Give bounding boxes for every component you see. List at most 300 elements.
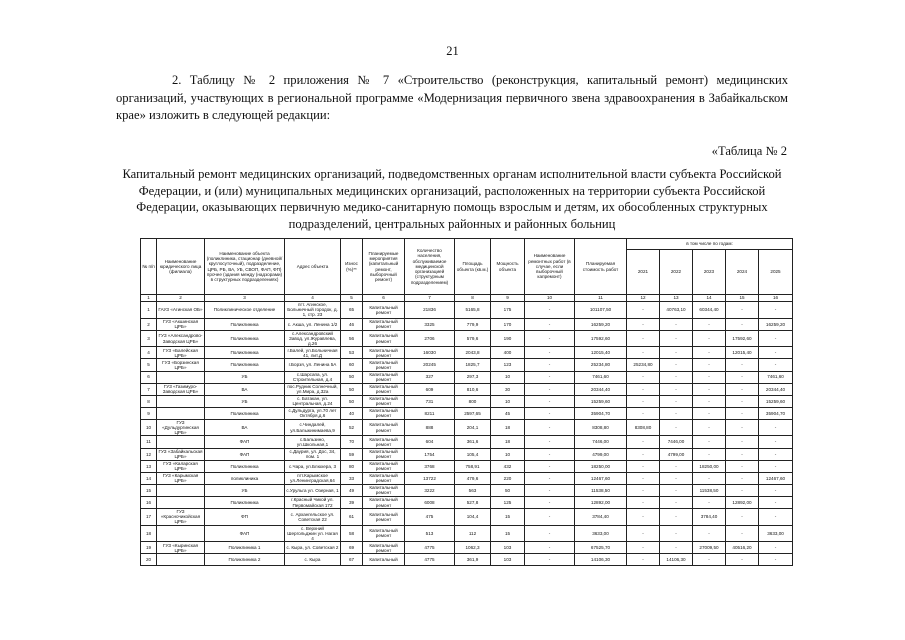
cell-2024: - [726,448,759,460]
cell-org: ГУЗ «Александрово-Заводская ЦРБ» [157,330,205,347]
cell-num: 7 [141,383,157,395]
cell-2023: - [693,330,726,347]
table-label: «Таблица № 2 [711,144,787,158]
table-row [141,407,793,419]
cell-population: 604 [405,436,455,448]
cell-population: 13722 [405,472,455,484]
cell-2023: - [693,383,726,395]
cell-address: с.Урульга ул. Озерная, 1 [285,484,341,496]
cell-capacity: 18 [491,436,525,448]
cell-org: ГУЗ «Забайкальская ЦРБ» [158,448,203,460]
cell-capacity: 400 [491,347,525,359]
cell-work-type: Капитальный ремонт [363,383,405,395]
cell-address: с.Бальзино, ул.Школьная,1 [285,436,341,448]
cell-wear: 70 [341,436,363,448]
cell-num: 2 [141,318,157,330]
cell-org [157,371,205,383]
cell-capacity: 10 [491,395,525,407]
cell-2021: - [627,302,660,319]
cell-2024: 40516,20 [726,542,759,554]
cell-work-type: Капитальный ремонт [363,448,405,460]
cell-2025: - [759,496,793,508]
cell-work-type: Капитальный ремонт [363,542,405,554]
cell-repair-name: - [525,302,575,319]
cell-2025: - [759,509,793,526]
cell-num: 14 [141,472,157,484]
cell-repair-name: - [525,371,575,383]
cell-cost: 4799,00 [575,448,627,460]
cell-2022: - [660,542,693,554]
cell-cost: 20344,40 [575,383,627,395]
cell-2023: 60344,40 [693,302,726,319]
cell-2023: 18250,00 [693,460,726,472]
cell-area: 361,6 [455,436,491,448]
header-year: 2025 [759,250,793,295]
cell-capacity: 18 [491,419,525,436]
cell-2021: 25234,80 [627,359,660,371]
cell-2023: - [693,407,726,419]
cell-area: 563 [455,484,491,496]
cell-num: 8 [141,395,157,407]
cell-2024: - [726,554,759,566]
cell-object: ВА [205,419,285,436]
cell-2025: - [759,302,793,319]
column-number: 7 [405,295,455,302]
header-address: Адрес объекта [285,239,341,295]
cell-repair-name: - [525,496,575,508]
cell-object: Поликлиника 2 [205,554,285,566]
cell-2024: - [726,371,759,383]
cell-2022: - [660,330,693,347]
cell-2024: - [726,484,759,496]
cell-object: Поликлиника 1 [205,542,285,554]
header-work-type: Планируемые мероприятия (капитальный ремонт, выборочный ремонт) [363,239,405,295]
cell-wear: 53 [341,347,363,359]
cell-population: 2706 [405,330,455,347]
table-row [141,472,793,484]
cell-population: 1754 [405,448,455,460]
cell-address: пгт.Карымское ул.Ленинградская,64 [285,472,341,484]
cell-2025: 7461,60 [759,371,793,383]
cell-2021: - [627,347,660,359]
intro-paragraph: 2. Таблицу № 2 приложения № 7 «Строительство (реконструкция, капитальный ремонт) медицинских организаций, участвующих в региональной программе «Модернизация первичного звена здравоохранения в Забайкальском крае» изложить в следующей редакции: [116,73,788,122]
cell-capacity: 103 [491,554,525,566]
page-number: 21 [446,44,459,58]
cell-wear: 50 [341,395,363,407]
cell-repair-name: - [525,395,575,407]
cell-address: с. Кыра, ул. Советская 2 [285,542,341,554]
cell-2021: - [627,484,660,496]
cell-population: 3768 [405,460,455,472]
cell-work-type: Капитальный ремонт [363,484,405,496]
cell-area: 479,6 [455,472,491,484]
cell-2022: - [660,359,693,371]
cell-num: 4 [141,347,157,359]
cell-org: ГУЗ «Газимуро-Заводская ЦРБ» [157,383,205,395]
cell-2025: - [759,330,793,347]
cell-num: 12 [141,448,157,460]
cell-area: 105,4 [455,448,491,460]
cell-2024: - [726,407,759,419]
cell-2022: - [660,347,693,359]
cell-repair-name: - [525,330,575,347]
cell-2023: - [693,554,726,566]
cell-address: с.Дульдурга, ул.70 лет Октября,д.6 [285,407,341,419]
cell-2021: - [627,330,660,347]
header-wear: Износ (%)** [341,239,363,295]
cell-capacity: 15 [491,525,525,542]
cell-wear: 69 [341,542,363,554]
cell-2022: - [660,496,693,508]
cell-cost: 35904,70 [575,407,627,419]
cell-work-type: Капитальный [363,554,405,566]
cell-address: г.Красный Чикой ул. Первомайская 172 [285,496,341,508]
cell-2021: - [627,460,660,472]
cell-2023: - [693,318,726,330]
cell-address: с.Чара, ул.Блюхера, 3 [285,460,341,472]
cell-org [157,436,205,448]
cell-work-type: Капитальный ремонт [363,509,405,526]
cell-2022: - [660,395,693,407]
cell-2024: - [726,509,759,526]
cell-address: с.Александровский Завод, ул.Журавлева, д.26 [285,330,341,347]
table-row [141,371,793,383]
table-body [141,302,793,566]
cell-repair-name: - [525,509,575,526]
table-row [141,448,793,460]
cell-area: 5165,8 [455,302,491,319]
cell-wear: 65 [341,302,363,319]
header-object: Наименование объекта (поликлиника, стационар (дневной/круглосуточный), подразделение, ЦРБ, РБ, ВА, УБ, СВОП, ФАП, ФП) прочее (здания между (надзорами) в структурных подразделениях) [205,239,285,295]
cell-population: 475 [405,509,455,526]
cell-population: 609 [405,383,455,395]
cell-object: УБ [205,395,285,407]
cell-area: 758,91 [455,460,491,472]
cell-2022: - [660,318,693,330]
cell-cost: 3633,00 [575,525,627,542]
cell-2025: 12467,60 [759,472,793,484]
cell-repair-name: - [525,554,575,566]
cell-2022: 14106,30 [660,554,693,566]
cell-repair-name: - [525,318,575,330]
cell-2023: 11538,50 [693,484,726,496]
cell-2025: 15259,60 [759,395,793,407]
cell-num: 5 [141,359,157,371]
column-number: 10 [525,295,575,302]
cell-area: 297,3 [455,371,491,383]
cell-address: с. Архангельское ул. Советская 22 [285,509,341,526]
cell-num: 17 [141,509,157,526]
cell-address: с. Кыра [285,554,341,566]
cell-capacity: 50 [491,484,525,496]
cell-capacity: 170 [491,318,525,330]
cell-cost: 12015,40 [575,347,627,359]
cell-capacity: 103 [491,542,525,554]
cell-org: ГУЗ «Дульдургинская ЦРБ» [157,419,205,436]
header-year: 2022 [660,250,693,295]
cell-area: 779,9 [455,318,491,330]
cell-2022: - [660,383,693,395]
cell-2024: 12892,00 [726,496,759,508]
cell-2022: - [660,484,693,496]
cell-repair-name: - [525,347,575,359]
cell-num: 3 [141,330,157,347]
cell-wear: 40 [341,407,363,419]
cell-2022: - [660,419,693,436]
cell-area: 579,6 [455,330,491,347]
cell-2024: - [726,472,759,484]
cell-work-type: Капитальный ремонт [363,419,405,436]
table-row [141,460,793,472]
cell-area: 112 [455,525,491,542]
header-capacity: Мощность объекта [491,239,525,295]
table-row [141,383,793,395]
cell-wear: 59 [341,448,363,460]
header-num: № п/п [141,239,157,295]
cell-area: 1062,3 [455,542,491,554]
cell-2022: - [660,509,693,526]
cell-area: 2043,8 [455,347,491,359]
cell-cost: 17592,60 [575,330,627,347]
table-row [141,330,793,347]
cell-area: 800 [455,395,491,407]
cell-cost: 18250,00 [575,460,627,472]
cell-object: Поликлиника [205,496,285,508]
header-years-group: в том числе по годам: [627,239,793,250]
cell-object: Поликлиническое отделение [205,302,285,319]
cell-num: 15 [141,484,157,496]
cell-population: 4775 [405,542,455,554]
cell-2022: 7446,00 [660,436,693,448]
cell-object: поликлиника [205,472,285,484]
cell-2025: 35904,70 [759,407,793,419]
cell-object: Поликлиника [205,318,285,330]
cell-wear: 39 [341,496,363,508]
cell-population: 3325 [405,318,455,330]
table-row [141,318,793,330]
cell-address: с.Шарсапа, ул. Строительная, д.4 [285,371,341,383]
cell-cost: 7446,00 [575,436,627,448]
cell-capacity: 15 [491,509,525,526]
cell-work-type: Капитальный ремонт [363,496,405,508]
column-number: 13 [660,295,693,302]
cell-2022: 40763,10 [660,302,693,319]
cell-2021: - [627,318,660,330]
cell-population: 888 [405,419,455,436]
cell-wear: 61 [341,509,363,526]
cell-work-type: Капитальный ремонт [363,407,405,419]
cell-cost: 16259,20 [575,318,627,330]
cell-org [157,496,205,508]
cell-wear: 52 [341,419,363,436]
cell-population: 6008 [405,496,455,508]
table-row [141,359,793,371]
cell-2021: - [627,448,660,460]
cell-2021: 8308,80 [627,419,660,436]
cell-area: 204,1 [455,419,491,436]
cell-repair-name: - [525,448,575,460]
cell-num: 19 [141,542,157,554]
cell-2023: - [693,395,726,407]
cell-org [157,407,205,419]
cell-wear: 33 [341,472,363,484]
cell-2021: - [627,472,660,484]
column-number: 1 [141,295,157,302]
cell-repair-name: - [525,419,575,436]
cell-cost: 25234,80 [575,359,627,371]
cell-cost: 12467,60 [575,472,627,484]
cell-object: Поликлиника [205,330,285,347]
cell-population: 4775 [405,554,455,566]
cell-address: г.Борзя, ул. Ленина 5А [285,359,341,371]
cell-org: ГУЗ «Борзинская ЦРБ» [157,359,205,371]
cell-cost: 7461,60 [575,371,627,383]
cell-population: 20245 [405,359,455,371]
cell-2021: - [627,496,660,508]
cell-object: Поликлиника [205,460,285,472]
cell-org [157,525,205,542]
table-row [141,302,793,319]
header-population: Количество населения, обслуживаемое медицинской организацией (структурным подразделением) [405,239,455,295]
cell-wear: 56 [341,330,363,347]
cell-object: УБ [205,371,285,383]
cell-address: с. Акша, ул. Ленина 1/2 [285,318,341,330]
cell-2021: - [627,436,660,448]
cell-org: ГУЗ «Кыринская ЦРБ» [157,542,205,554]
cell-2025: - [759,542,793,554]
cell-work-type: Капитальный ремонт [363,302,405,319]
cell-2025: - [759,359,793,371]
cell-org: ГУЗ «Акшинская ЦРБ» [157,318,205,330]
cell-wear: 67 [341,554,363,566]
column-number: 9 [491,295,525,302]
cell-work-type: Капитальный ремонт [363,347,405,359]
column-number: 15 [726,295,759,302]
cell-work-type: Капитальный ремонт [363,318,405,330]
table-row [141,484,793,496]
cell-capacity: 432 [491,460,525,472]
cell-address: с.Чиндалей, ул.Бальжинимаева,9 [285,419,341,436]
cell-num: 9 [141,407,157,419]
cell-org [157,395,205,407]
cell-2025: - [759,419,793,436]
column-number: 4 [285,295,341,302]
cell-2025: - [759,347,793,359]
cell-address: г.Балей, ул.Больничная 41, лит.Д [285,347,341,359]
cell-2021: - [627,383,660,395]
cell-population: 327 [405,371,455,383]
cell-wear: 80 [341,460,363,472]
table-row [141,542,793,554]
cell-org: ГУЗ «Балейская ЦРБ» [157,347,205,359]
cell-2025: - [759,448,793,460]
cell-address: пос.Рудник Солнечный, ул.Мира, д.32а [285,383,341,395]
cell-object: ФП [205,509,285,526]
cell-cost: 8308,80 [575,419,627,436]
cell-org: ГУЗ «Каларская ЦРБ» [157,460,205,472]
table-row [141,419,793,436]
cell-2024: - [726,395,759,407]
column-number: 8 [455,295,491,302]
column-number: 16 [759,295,793,302]
cell-org [157,484,205,496]
cell-2023: - [693,525,726,542]
cell-org: ГУЗ «Красночикойская ЦРБ» [157,509,205,526]
cell-population: 8211 [405,407,455,419]
cell-num: 11 [141,436,157,448]
cell-repair-name: - [525,383,575,395]
cell-2021: - [627,542,660,554]
table-row [141,496,793,508]
column-number: 6 [363,295,405,302]
cell-wear: 49 [341,484,363,496]
cell-2023: - [693,371,726,383]
cell-2025: - [759,460,793,472]
cell-work-type: Капитальный ремонт [363,525,405,542]
cell-2023: - [693,419,726,436]
column-number: 14 [693,295,726,302]
header-org: Наименование юридического лица (филиала) [157,239,205,295]
header-area: Площадь объекта (кв.м.) [455,239,491,295]
cell-population: 21836 [405,302,455,319]
cell-2021: - [627,509,660,526]
cell-2023: 3784,40 [693,509,726,526]
cell-org [157,554,205,566]
cell-2024: - [726,383,759,395]
cell-2023: - [693,496,726,508]
cell-2024: - [726,318,759,330]
cell-cost: 12892,00 [575,496,627,508]
column-number: 12 [627,295,660,302]
cell-capacity: 30 [491,383,525,395]
cell-address: с. Батакан, ул. Центральная, д.24 [285,395,341,407]
repair-table [140,238,793,566]
cell-object: ФАП [205,448,285,460]
cell-2025: - [759,484,793,496]
cell-2023: 27009,50 [693,542,726,554]
cell-2022: - [660,460,693,472]
cell-2021: - [627,407,660,419]
cell-wear: 50 [341,383,363,395]
cell-population: 3222 [405,484,455,496]
cell-work-type: Капитальный ремонт [363,330,405,347]
cell-2021: - [627,395,660,407]
cell-capacity: 220 [491,472,525,484]
cell-2023: - [693,472,726,484]
header-repair-name: Наименование ремонтных работ (в случае, если выборочный капремонт) [525,239,575,295]
cell-object: Поликлиника [205,347,285,359]
cell-num: 1 [141,302,157,319]
cell-2024: 12015,40 [726,347,759,359]
header-year: 2024 [726,250,759,295]
cell-cost: 14106,30 [575,554,627,566]
cell-2023: - [693,448,726,460]
cell-2025: 16259,20 [759,318,793,330]
cell-area: 810,6 [455,383,491,395]
cell-object: ВА [205,383,285,395]
cell-wear: 58 [341,525,363,542]
cell-2024: - [726,436,759,448]
cell-2024: - [726,302,759,319]
cell-wear: 46 [341,318,363,330]
cell-capacity: 125 [491,496,525,508]
cell-2021: - [627,525,660,542]
table-title: Капитальный ремонт медицинских организаций, подведомственных органам исполнительной власти субъекта Российской Федерации, и (или) муниципальных медицинских организаций, расположенных на территории субъекта Российской Федерации, оказывающих первичную медико-санитарную помощь взрослым и детям, их обособленных структурных подразделений, центральных районных и районных больниц [122,167,782,231]
cell-capacity: 45 [491,407,525,419]
cell-area: 1825,7 [455,359,491,371]
cell-wear: 50 [341,371,363,383]
cell-cost: 67525,70 [575,542,627,554]
